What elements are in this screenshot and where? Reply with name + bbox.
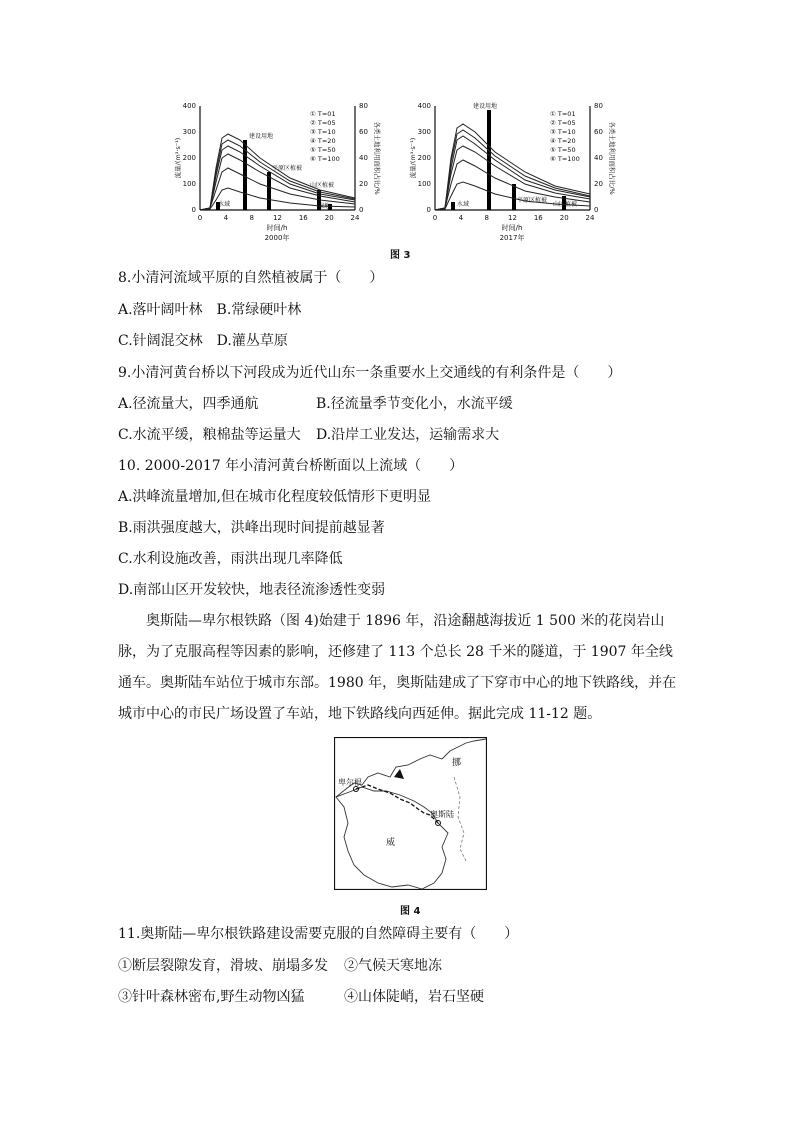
xtick: 20 [559,214,569,222]
ytick-right: 20 [594,180,603,188]
chart-2000 [170,98,390,248]
chart-2017 [405,98,625,248]
legend-item: ⑤ T=50 [550,146,576,154]
ytick-right: 60 [594,128,603,136]
q9-stem: 9.小清河黄台桥以下河段成为近代山东一条重要水上交通线的有利条件是（ ） [118,365,622,381]
y-axis-label: 流量/(m³·s⁻¹) [174,137,182,179]
legend-item: ② T=05 [310,119,336,127]
xtick: 24 [350,214,360,222]
xtick: 0 [432,214,438,222]
xtick: 16 [298,214,308,222]
ytick-right: 60 [359,128,368,136]
ytick: 400 [417,102,431,110]
chart-year: 2017年 [499,234,525,242]
q11-option-2: ②气候天寒地冻 [344,958,442,974]
q11-option-4: ④山体陡峭，岩石坚硬 [344,989,484,1005]
legend-item: ① T=01 [310,110,336,118]
ytick-right: 40 [359,154,368,162]
ytick: 100 [417,180,431,188]
bar-label: 平原区植被 [272,165,303,172]
q8-options-ab: A.落叶阔叶林 B.常绿硬叶林 [118,302,302,318]
q9-option-b: B.径流量季节变化小，水流平缓 [316,396,513,412]
q9-option-a: A.径流量大，四季通航 [118,396,259,412]
ytick: 0 [426,206,431,214]
legend-item: ④ T=20 [310,137,336,145]
ytick-right: 0 [594,206,599,214]
ytick: 300 [417,128,431,136]
q11-option-3: ③针叶森林密布,野生动物凶猛 [118,989,305,1005]
q11-option-1: ①断层裂隙发育，滑坡、崩塌多发 [118,958,328,974]
legend-item: ⑥ T=100 [310,155,340,163]
y-axis-label: 流量/(m³·s⁻¹) [409,137,417,179]
legend-item: ② T=05 [550,119,576,127]
ytick-right: 20 [359,180,368,188]
ytick: 200 [417,154,431,162]
bar-label: 水域 [457,201,470,208]
legend-item: ③ T=10 [550,128,576,136]
bar-plain-vegetation [512,184,516,210]
q10-stem: 10. 2000-2017 年小清河黄台桥断面以上流域（ ） [118,458,464,474]
bar-label: 平原区植被 [517,197,548,204]
bar-label: 水域 [218,201,231,208]
xtick: 0 [197,214,203,222]
x-axis-label: 时间/h [501,224,523,232]
legend-item: ③ T=10 [310,128,336,136]
y-axis-label-right: 各类土地利用面积占比/% [608,121,616,195]
y-axis-label-right: 各类土地利用面积占比/% [373,121,381,195]
label-wei: 威 [386,838,396,848]
q9-option-d: D.沿岸工业发达，运输需求大 [316,427,500,443]
xtick: 20 [324,214,334,222]
xtick: 4 [223,214,229,222]
legend-item: ④ T=20 [550,137,576,145]
xtick: 4 [458,214,464,222]
ytick: 200 [182,154,196,162]
ytick-right: 0 [359,206,364,214]
xtick: 8 [484,214,489,222]
ytick-right: 80 [594,102,603,110]
label-oslo: 奥斯陆 [430,810,454,819]
bar-label: 山区植被 [553,201,578,208]
ytick-right: 80 [359,102,368,110]
q10-option-c: C.水利设施改善，雨洪出现几率降低 [118,551,343,567]
figure4-caption: 图 4 [400,906,421,917]
bar-construction [487,110,491,210]
xtick: 16 [533,214,543,222]
q9-option-c: C.水流平缓，粮棉盐等运量大 [118,427,301,443]
bar-label: 建设用地 [249,133,274,140]
bar-label: 建设用地 [473,103,498,110]
xtick: 12 [273,214,282,222]
bar-label: 山区植被 [310,182,335,189]
xtick: 12 [508,214,517,222]
ytick: 0 [191,206,196,214]
map-norway [334,737,487,890]
legend-item: ⑥ T=100 [550,155,580,163]
x-axis-label: 时间/h [266,224,288,232]
passage: 奥斯陆—卑尔根铁路（图 4)始建于 1896 年，沿途翻越海拔近 1 500 米的花岗岩山脉，为了克服高程等因素的影响，还修建了 113 个总长 28 千米的隧道，于 1907 年全线通车。奥斯陆车站位于城市东部。1980 年，奥斯陆建成了下穿市中心的地下铁路线，并在城市中心的市民广场设置了车站，地下铁路线向西延伸。据此完成 11-12 题。 [118,613,677,722]
ytick: 400 [182,102,196,110]
ytick: 300 [182,128,196,136]
legend-item: ⑤ T=50 [310,146,336,154]
q8-stem: 8.小清河流域平原的自然植被属于（ ） [118,270,384,286]
bar-water [451,202,455,210]
ytick: 100 [182,180,196,188]
bar-label: 裸地 [318,203,331,210]
q10-option-d: D.南部山区开发较快，地表径流渗透性变弱 [118,582,386,598]
xtick: 8 [249,214,254,222]
chart-year: 2000年 [264,234,290,242]
figure3-caption: 图 3 [390,250,411,261]
q8-options-cd: C.针阔混交林 D.灌丛草原 [118,333,288,349]
legend-item: ① T=01 [550,110,576,118]
label-bergen: 卑尔根 [338,778,362,787]
ytick-right: 40 [594,154,603,162]
q10-option-b: B.雨洪强度越大，洪峰出现时间提前越显著 [118,520,385,536]
label-norway: 挪 [452,758,462,768]
q11-stem: 11.奥斯陆—卑尔根铁路建设需要克服的自然障碍主要有（ ） [118,926,519,942]
xtick: 24 [585,214,595,222]
q10-option-a: A.洪峰流量增加,但在城市化程度较低情形下更明显 [118,489,432,505]
